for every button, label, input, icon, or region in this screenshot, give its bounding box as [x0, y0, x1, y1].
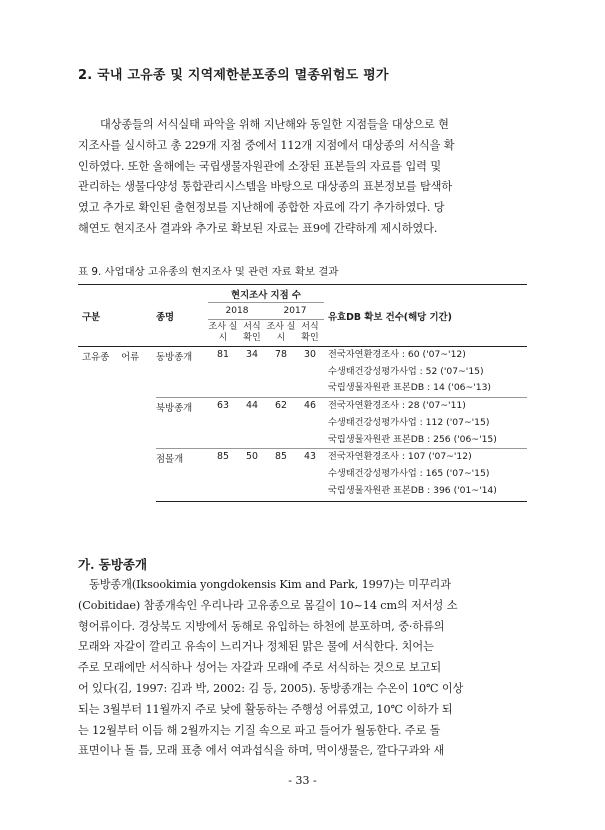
count-cell: 85 — [208, 449, 238, 502]
source-line: 전국자연환경조사 : 60 ('07~'12) — [328, 349, 466, 360]
sources-cell — [324, 449, 527, 502]
species-line: 표면이나 돌 틈, 모래 표층 에서 여과섭식을 하며, 먹이생물은, 깔다구과와 새 — [78, 744, 445, 758]
group-class: 어류 — [121, 352, 140, 363]
count-cell: 34 — [246, 349, 258, 360]
species-line: (Cobitidae) 참종개속인 우리나라 고유종으로 몸길이 10~14 cm의 저서성 소 — [78, 598, 458, 612]
source-line: 국립생물자원관 표본DB : 14 ('06~'13) — [328, 382, 492, 394]
table-row — [78, 347, 527, 398]
subsection-title: 가. 동방종개 — [78, 557, 148, 572]
header-records: 유효DB 확보 건수(해당 기간) — [324, 285, 527, 347]
species-line: 되는 3월부터 11월까지 주로 낮에 활동하는 주행성 어류였고, 10℃ 이하가 되 — [78, 702, 453, 716]
header-year-2017: 2017 — [266, 303, 324, 320]
count-cell: 46 — [296, 398, 324, 449]
page-number: - 33 - — [288, 774, 317, 787]
header-sub: 조사 실시 — [266, 320, 296, 347]
species-cell: 북방종개 — [156, 398, 208, 449]
intro-line: 였고 추가로 확인된 출현정보를 지난해에 종합한 자료에 각기 추가하였다. 당 — [78, 201, 445, 215]
species-line: 형어류이다. 경상북도 지방에서 동해로 유입하는 하천에 분포하며, 중·하류의 — [78, 619, 445, 633]
count-cell: 78 — [275, 349, 287, 360]
species-cell: 동방종개 — [156, 352, 193, 363]
count-cell: 85 — [266, 449, 296, 502]
header-sub: 서식 확인 — [296, 320, 324, 347]
species-paragraph — [78, 575, 526, 762]
count-cell: 50 — [238, 449, 266, 502]
count-cell: 62 — [266, 398, 296, 449]
intro-line: 지조사를 실시하고 총 229개 지점 중에서 112개 지점에서 대상종의 서식을 확 — [78, 138, 455, 152]
source-line: 전국자연환경조사 : 107 ('07~'12) — [328, 451, 472, 463]
intro-line: 해연도 현지조사 결과와 추가로 확보된 자료는 표9에 간략하게 제시하였다. — [78, 221, 438, 235]
header-sub: 조사 실시 — [208, 320, 238, 347]
header-year-2018: 2018 — [208, 303, 266, 320]
species-line: 어 있다(김, 1997: 김과 박, 2002: 김 등, 2005). 동방종개는 수온이 10℃ 이상 — [78, 681, 464, 695]
species-cell: 점몰개 — [156, 449, 208, 502]
species-line: 동방종개(Iksookimia yongdokensis Kim and Park, 1997)는 미꾸리과 — [89, 578, 451, 591]
survey-table — [78, 284, 527, 502]
species-line: 주로 모래에만 서식하나 성어는 자갈과 모래에 주로 서식하는 것으로 보고되 — [78, 661, 442, 675]
source-line: 수생태건강성평가사업 : 165 ('07~'15) — [328, 467, 490, 479]
header-survey-sites: 현지조사 지점 수 — [208, 285, 324, 303]
intro-paragraph — [78, 115, 526, 240]
intro-line: 대상종들의 서식실태 파악을 위해 지난해와 동일한 지점들을 대상으로 현 — [100, 118, 449, 131]
sources-cell — [324, 347, 527, 398]
count-cell: 44 — [238, 398, 266, 449]
header-sub: 서식 확인 — [238, 320, 266, 347]
source-line: 수생태건강성평가사업 : 112 ('07~'15) — [328, 416, 490, 428]
count-cell: 81 — [217, 349, 229, 360]
group-cell — [78, 347, 156, 502]
source-line: 국립생물자원관 표본DB : 396 ('01~'14) — [328, 484, 497, 496]
source-line: 국립생물자원관 표본DB : 256 ('06~'15) — [328, 433, 497, 445]
intro-line: 관리하는 생물다양성 통합관리시스템을 바탕으로 대상종의 표본정보를 탐색하 — [78, 180, 453, 194]
table-caption: 표 9. 사업대상 고유종의 현지조사 및 관련 자료 확보 결과 — [78, 266, 339, 278]
species-line: 모래와 자갈이 깔리고 유속이 느리거나 정체된 맑은 물에 서식한다. 치어는 — [78, 640, 434, 654]
source-line: 전국자연환경조사 : 28 ('07~'11) — [328, 400, 466, 412]
count-cell: 30 — [304, 349, 316, 360]
section-title: 2. 국내 고유종 및 지역제한분포종의 멸종위험도 평가 — [78, 68, 389, 83]
count-cell: 63 — [208, 398, 238, 449]
species-line: 는 12월부터 이듬 해 2월까지는 기질 속으로 파고 들어가 월동한다. 주로 돌 — [78, 723, 441, 737]
header-category: 구분 — [78, 285, 156, 347]
sources-cell — [324, 398, 527, 449]
count-cell: 43 — [296, 449, 324, 502]
group-label: 고유종 — [82, 352, 110, 363]
intro-line: 인하였다. 또한 올해에는 국립생물자원관에 소장된 표본들의 자료를 입력 및 — [78, 159, 442, 173]
header-species: 종명 — [156, 285, 208, 347]
source-line: 수생태건강성평가사업 : 52 ('07~'15) — [328, 365, 484, 377]
